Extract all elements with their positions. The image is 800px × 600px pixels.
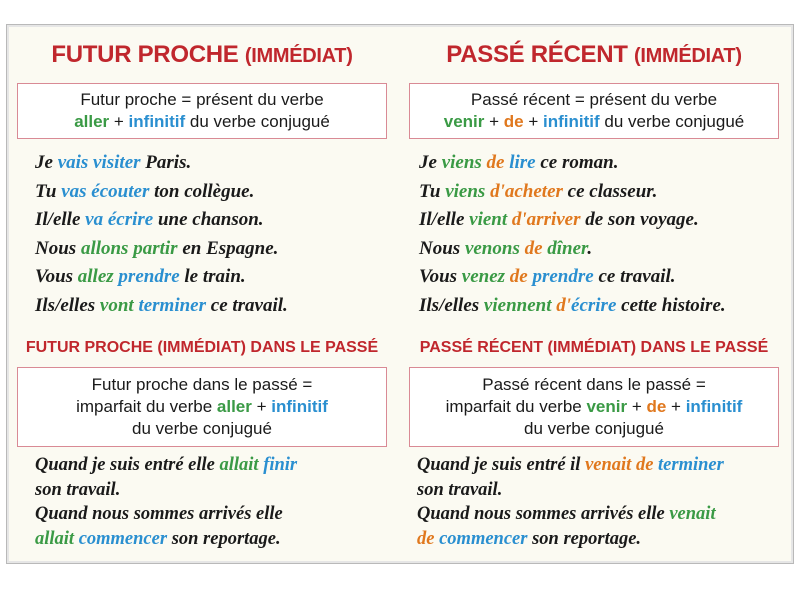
passe-recent-passe-rule-box	[409, 367, 779, 447]
example-sentence: Ils/elles viennent d'écrire cette histoire.	[419, 294, 726, 316]
example-sentence: Il/elle vient d'arriver de son voyage.	[419, 209, 699, 230]
title-text: PASSÉ RÉCENT	[446, 41, 628, 68]
passe-recent-column	[399, 25, 789, 563]
example-line: de commencer son reportage.	[417, 528, 642, 549]
keyword-infinitif: infinitif	[271, 397, 328, 416]
passe-recent-examples	[419, 149, 726, 320]
example-sentence: Il/elle va écrire une chanson.	[35, 209, 264, 230]
futur-proche-passe-rule-box	[17, 367, 387, 447]
rule-line-1: Futur proche = présent du verbe	[80, 90, 324, 109]
rule-line-1: Passé récent dans le passé =	[482, 375, 706, 394]
rule-line-2: imparfait du verbe venir + de + infinitif	[445, 397, 743, 416]
futur-proche-column	[7, 25, 397, 563]
rule-line-2: imparfait du verbe aller + infinitif	[76, 397, 328, 416]
passe-recent-passe-title: PASSÉ RÉCENT (IMMÉDIAT) DANS LE PASSÉ	[419, 339, 769, 356]
keyword-infinitif: infinitif	[685, 397, 743, 416]
example-sentence: Tu vas écouter ton collègue.	[35, 180, 255, 202]
example-sentence: Je viens de lire ce roman.	[419, 152, 619, 173]
passe-recent-rule-box	[409, 83, 779, 139]
rule-line-2: venir + de + infinitif du verbe conjugué	[443, 112, 745, 131]
example-line: Quand nous sommes arrivés elle	[35, 504, 283, 524]
futur-proche-passe-examples	[35, 453, 297, 551]
example-sentence: Tu viens d'acheter ce classeur.	[419, 180, 658, 202]
example-sentence: Vous allez prendre le train.	[35, 266, 246, 287]
futur-proche-title	[7, 41, 397, 69]
example-line: son travail.	[417, 479, 503, 500]
title-text: FUTUR PROCHE	[51, 41, 239, 68]
rule-line-2	[18, 111, 386, 133]
rule-line-3: du verbe conjugué	[132, 419, 272, 438]
passe-recent-title	[399, 41, 789, 69]
title-paren: (IMMÉDIAT)	[633, 45, 742, 67]
example-sentence: Ils/elles vont terminer ce travail.	[35, 294, 288, 316]
keyword-de: de	[503, 112, 524, 131]
keyword-aller: aller	[74, 112, 110, 131]
keyword-infinitif: infinitif	[128, 112, 186, 131]
keyword-venir: venir	[586, 397, 628, 416]
example-sentence: Nous venons de dîner.	[419, 237, 593, 259]
example-line: son travail.	[35, 479, 121, 500]
passe-recent-passe-examples	[417, 453, 724, 551]
title-paren: (IMMÉDIAT)	[244, 45, 353, 67]
example-line: Quand nous sommes arrivés elle venait	[417, 504, 716, 524]
example-line: Quand je suis entré elle allait finir	[35, 455, 298, 475]
grammar-poster	[6, 24, 794, 564]
example-line: allait commencer son reportage.	[35, 528, 281, 549]
keyword-infinitif: infinitif	[542, 112, 600, 131]
futur-proche-examples	[35, 149, 288, 320]
rule-line-1: Futur proche dans le passé =	[91, 375, 313, 394]
rule-line-1: Passé récent = présent du verbe	[470, 90, 718, 109]
keyword-aller: aller	[216, 397, 252, 416]
example-sentence: Nous allons partir en Espagne.	[35, 237, 279, 259]
example-sentence: Vous venez de prendre ce travail.	[419, 266, 676, 287]
rule-tail: du verbe conjugué	[185, 112, 330, 131]
plus-sign: +	[109, 112, 129, 131]
rule-line-3: du verbe conjugué	[524, 419, 664, 438]
keyword-venir: venir	[443, 112, 485, 131]
example-sentence: Je vais visiter Paris.	[35, 152, 192, 173]
example-line: Quand je suis entré il venait de terminer	[417, 455, 724, 475]
keyword-de: de	[646, 397, 667, 416]
futur-proche-passe-title: FUTUR PROCHE (IMMÉDIAT) DANS LE PASSÉ	[25, 339, 379, 356]
futur-proche-rule-box	[17, 83, 387, 139]
